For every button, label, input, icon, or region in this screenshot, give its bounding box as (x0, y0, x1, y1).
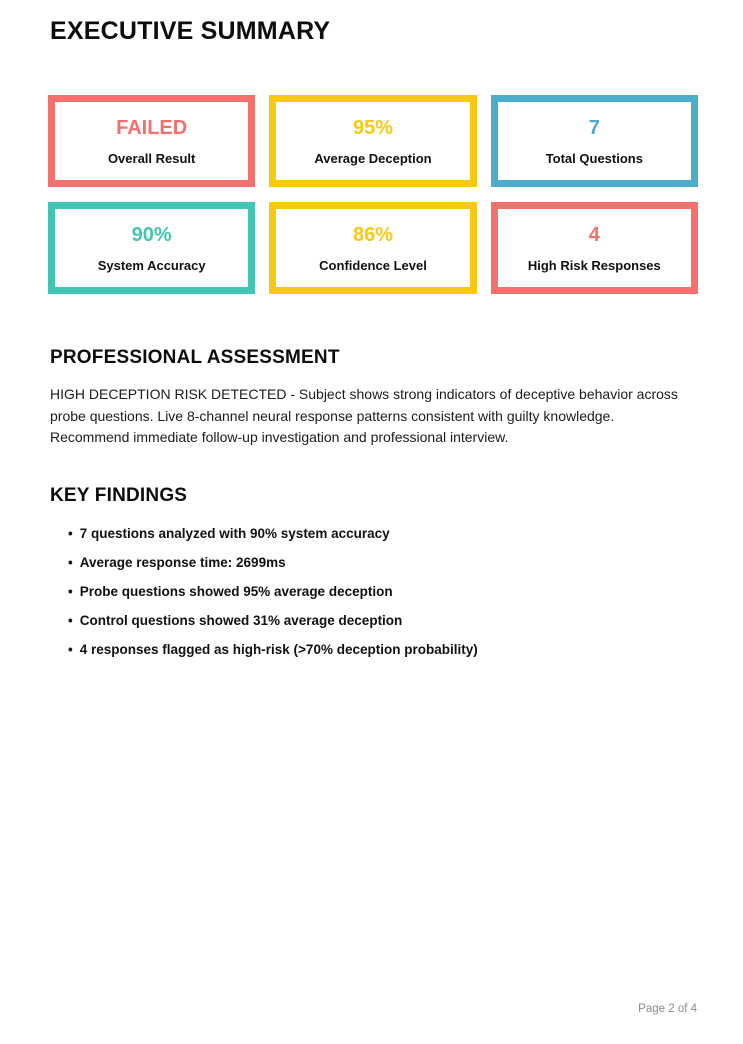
finding-text: Average response time: 2699ms (79, 554, 286, 570)
professional-assessment-heading: PROFESSIONAL ASSESSMENT (50, 347, 340, 368)
metric-card (491, 95, 698, 187)
key-findings-section (50, 485, 696, 657)
metric-label: Overall Result (107, 150, 196, 166)
metric-card (48, 95, 255, 187)
metric-value: 7 (588, 116, 600, 139)
bullet-icon: • (68, 583, 73, 599)
bullet-icon: • (68, 525, 73, 541)
finding-item (68, 527, 696, 541)
metric-value: 86% (352, 223, 393, 246)
professional-assessment-body: HIGH DECEPTION RISK DETECTED - Subject shows strong indicators of deceptive behavior across probe questions. Live 8-channel neural response patterns consistent with guilty knowledge. Recommend immediate follow-up investigation and professional interview. (50, 386, 678, 445)
bullet-icon: • (68, 554, 73, 570)
metric-label: High Risk Responses (527, 257, 661, 273)
finding-item (68, 585, 696, 599)
metric-value: 95% (352, 116, 393, 139)
metric-card (269, 202, 476, 294)
metric-label: Confidence Level (319, 257, 427, 273)
bullet-icon: • (68, 612, 73, 628)
key-findings-list (50, 527, 696, 657)
metric-label: Total Questions (545, 150, 643, 166)
metric-card (269, 95, 476, 187)
metric-value: FAILED (116, 116, 188, 139)
finding-text: 7 questions analyzed with 90% system accuracy (79, 525, 390, 541)
finding-text: Probe questions showed 95% average deception (79, 583, 393, 599)
finding-text: Control questions showed 31% average deception (79, 612, 403, 628)
professional-assessment-section (50, 347, 696, 449)
page-number: Page 2 of 4 (638, 1003, 697, 1015)
finding-item (68, 556, 696, 570)
bullet-icon: • (68, 641, 73, 657)
metric-label: Average Deception (314, 150, 432, 166)
metric-label: System Accuracy (97, 257, 206, 273)
finding-item (68, 643, 696, 657)
key-findings-heading: KEY FINDINGS (50, 484, 188, 506)
finding-item (68, 614, 696, 628)
metrics-grid (48, 95, 698, 294)
metric-card (48, 202, 255, 294)
metric-card (491, 202, 698, 294)
metric-value: 4 (588, 223, 600, 246)
finding-text: 4 responses flagged as high-risk (>70% deception probability) (79, 641, 478, 657)
page-title: EXECUTIVE SUMMARY (50, 17, 331, 45)
metric-value: 90% (131, 223, 172, 246)
